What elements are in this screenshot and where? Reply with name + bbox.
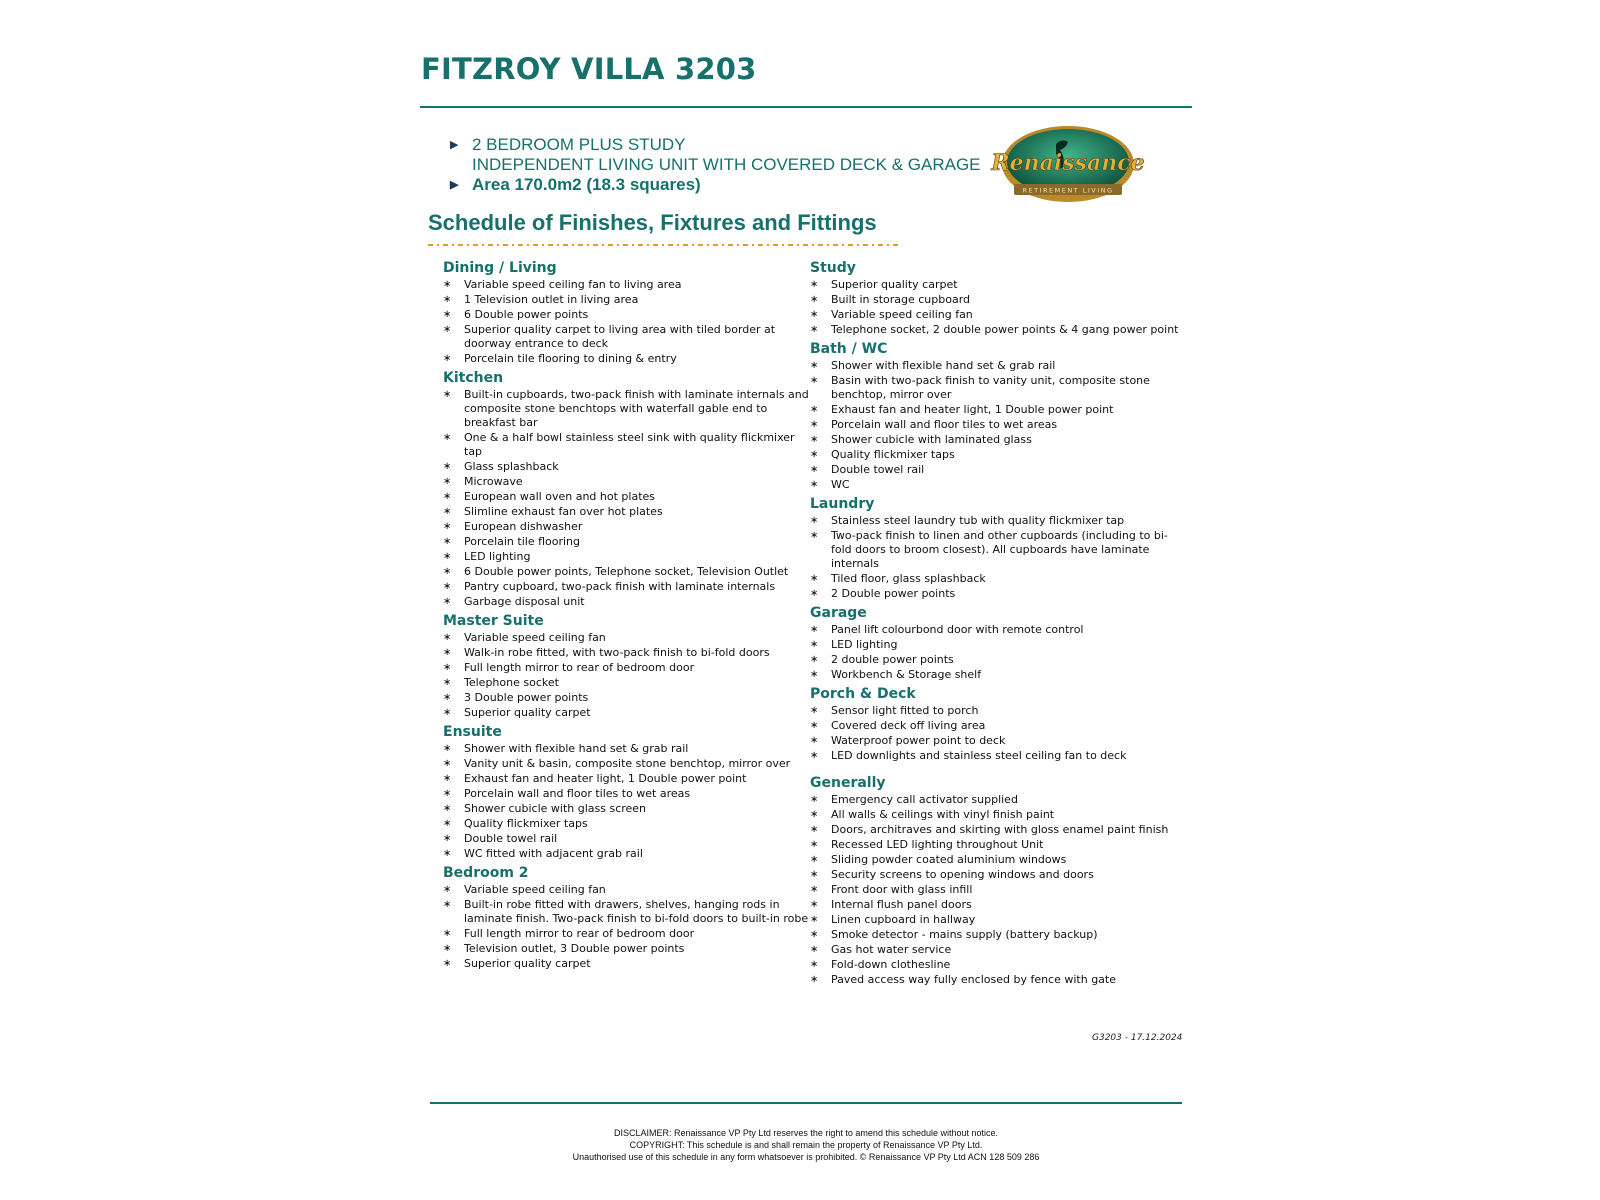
- asterisk-bullet-icon: ∗: [810, 624, 819, 635]
- list-item: [443, 520, 815, 534]
- section-generally: [810, 773, 1182, 987]
- list-item-text: Full length mirror to rear of bedroom door: [464, 927, 695, 940]
- disclaimer: [420, 1127, 1192, 1163]
- asterisk-bullet-icon: ∗: [810, 839, 819, 850]
- list-item-text: Superior quality carpet to living area with tiled border at doorway entrance to deck: [464, 323, 776, 350]
- list-item-text: 1 Television outlet in living area: [464, 293, 639, 306]
- asterisk-bullet-icon: ∗: [810, 294, 819, 305]
- item-list: [443, 388, 815, 609]
- item-list: [443, 883, 815, 971]
- section-bath-wc: [810, 339, 1182, 492]
- section-dining-living: [443, 258, 815, 366]
- section-title: Kitchen: [443, 370, 504, 386]
- item-list: [810, 704, 1182, 763]
- list-item-text: LED downlights and stainless steel ceiling fan to deck: [831, 749, 1127, 762]
- asterisk-bullet-icon: ∗: [810, 914, 819, 925]
- asterisk-bullet-icon: ∗: [443, 833, 452, 844]
- asterisk-bullet-icon: ∗: [810, 309, 819, 320]
- list-item-text: Variable speed ceiling fan to living area: [464, 278, 682, 291]
- section-title: Bath / WC: [810, 341, 888, 357]
- asterisk-bullet-icon: ∗: [810, 464, 819, 475]
- section-title: Generally: [810, 775, 886, 791]
- list-item-text: Double towel rail: [464, 832, 558, 845]
- left-column: [443, 258, 815, 973]
- list-item-text: Built in storage cupboard: [831, 293, 971, 306]
- list-item: [443, 490, 815, 504]
- list-item-text: 2 double power points: [831, 653, 954, 666]
- list-item-text: One & a half bowl stainless steel sink with quality flickmixer tap: [464, 431, 795, 458]
- asterisk-bullet-icon: ∗: [443, 899, 452, 910]
- list-item-text: Security screens to opening windows and doors: [831, 868, 1094, 881]
- list-item-text: Shower with flexible hand set & grab rail: [464, 742, 689, 755]
- section-title: Garage: [810, 605, 867, 621]
- asterisk-bullet-icon: ∗: [443, 758, 452, 769]
- asterisk-bullet-icon: ∗: [810, 279, 819, 290]
- item-list: [810, 793, 1182, 987]
- list-item-text: Pantry cupboard, two-pack finish with laminate internals: [464, 580, 776, 593]
- section-ensuite: [443, 722, 815, 861]
- asterisk-bullet-icon: ∗: [443, 647, 452, 658]
- list-item-text: Shower cubicle with laminated glass: [831, 433, 1032, 446]
- asterisk-bullet-icon: ∗: [443, 476, 452, 487]
- list-item: [443, 802, 815, 816]
- list-item: [443, 580, 815, 594]
- list-item: [443, 691, 815, 705]
- list-item: [810, 943, 1182, 957]
- asterisk-bullet-icon: ∗: [810, 884, 819, 895]
- list-item: [443, 898, 815, 926]
- asterisk-bullet-icon: ∗: [443, 353, 452, 364]
- asterisk-bullet-icon: ∗: [810, 404, 819, 415]
- list-item: [443, 308, 815, 322]
- asterisk-bullet-icon: ∗: [810, 854, 819, 865]
- asterisk-bullet-icon: ∗: [443, 551, 452, 562]
- list-item-text: Vanity unit & basin, composite stone benchtop, mirror over: [464, 757, 791, 770]
- footer-divider: [430, 1102, 1182, 1104]
- list-item-text: Slimline exhaust fan over hot plates: [464, 505, 663, 518]
- list-item-text: LED lighting: [464, 550, 531, 563]
- list-item: [810, 913, 1182, 927]
- list-item-text: Variable speed ceiling fan: [831, 308, 973, 321]
- list-item-text: 3 Double power points: [464, 691, 589, 704]
- list-item-text: Doors, architraves and skirting with gloss enamel paint finish: [831, 823, 1169, 836]
- list-item: [810, 734, 1182, 748]
- list-item-text: Telephone socket: [464, 676, 559, 689]
- list-item-text: 6 Double power points: [464, 308, 589, 321]
- list-item: [443, 352, 815, 366]
- list-item: [810, 823, 1182, 837]
- list-item: [443, 323, 815, 351]
- list-item: [810, 853, 1182, 867]
- list-item-text: Workbench & Storage shelf: [831, 668, 982, 681]
- asterisk-bullet-icon: ∗: [443, 596, 452, 607]
- list-item: [810, 898, 1182, 912]
- list-item: [810, 808, 1182, 822]
- section-bedroom-2: [443, 863, 815, 971]
- section-master-suite: [443, 611, 815, 720]
- asterisk-bullet-icon: ∗: [443, 788, 452, 799]
- asterisk-bullet-icon: ∗: [443, 632, 452, 643]
- list-item-text: Covered deck off living area: [831, 719, 986, 732]
- list-item-text: Internal flush panel doors: [831, 898, 972, 911]
- list-item: [443, 957, 815, 971]
- list-item-text: Microwave: [464, 475, 523, 488]
- asterisk-bullet-icon: ∗: [810, 639, 819, 650]
- list-item-text: Porcelain wall and floor tiles to wet areas: [464, 787, 691, 800]
- asterisk-bullet-icon: ∗: [810, 929, 819, 940]
- section-study: [810, 258, 1182, 337]
- asterisk-bullet-icon: ∗: [443, 928, 452, 939]
- list-item: [443, 832, 815, 846]
- asterisk-bullet-icon: ∗: [443, 581, 452, 592]
- list-item: [810, 359, 1182, 373]
- right-column: [810, 258, 1182, 989]
- section-title: Ensuite: [443, 724, 502, 740]
- asterisk-bullet-icon: ∗: [810, 869, 819, 880]
- list-item: [443, 388, 815, 430]
- asterisk-bullet-icon: ∗: [443, 521, 452, 532]
- list-item-text: Sliding powder coated aluminium windows: [831, 853, 1067, 866]
- triangle-bullet-icon: ▶: [450, 179, 459, 191]
- asterisk-bullet-icon: ∗: [443, 491, 452, 502]
- list-item-text: Glass splashback: [464, 460, 559, 473]
- list-item: [443, 817, 815, 831]
- list-item-text: Linen cupboard in hallway: [831, 913, 976, 926]
- list-item: [810, 587, 1182, 601]
- list-item-text: Paved access way fully enclosed by fence with gate: [831, 973, 1117, 986]
- list-item-text: All walls & ceilings with vinyl finish paint: [831, 808, 1055, 821]
- asterisk-bullet-icon: ∗: [810, 735, 819, 746]
- list-item-text: Variable speed ceiling fan: [464, 883, 606, 896]
- list-item-text: Smoke detector - mains supply (battery backup): [831, 928, 1098, 941]
- asterisk-bullet-icon: ∗: [810, 669, 819, 680]
- asterisk-bullet-icon: ∗: [810, 419, 819, 430]
- list-item-text: Shower cubicle with glass screen: [464, 802, 647, 815]
- asterisk-bullet-icon: ∗: [810, 654, 819, 665]
- asterisk-bullet-icon: ∗: [443, 943, 452, 954]
- page-title: FITZROY VILLA 3203: [421, 52, 757, 86]
- list-item-text: European wall oven and hot plates: [464, 490, 656, 503]
- schedule-title: Schedule of Finishes, Fixtures and Fittings: [428, 210, 877, 235]
- list-item: [443, 942, 815, 956]
- asterisk-bullet-icon: ∗: [810, 515, 819, 526]
- asterisk-bullet-icon: ∗: [443, 309, 452, 320]
- asterisk-bullet-icon: ∗: [443, 677, 452, 688]
- asterisk-bullet-icon: ∗: [443, 848, 452, 859]
- asterisk-bullet-icon: ∗: [443, 707, 452, 718]
- list-item: [443, 475, 815, 489]
- asterisk-bullet-icon: ∗: [443, 324, 452, 335]
- section-title: Porch & Deck: [810, 686, 916, 702]
- list-item-text: Panel lift colourbond door with remote control: [831, 623, 1084, 636]
- asterisk-bullet-icon: ∗: [810, 824, 819, 835]
- asterisk-bullet-icon: ∗: [810, 324, 819, 335]
- list-item: [810, 374, 1182, 402]
- list-item: [443, 460, 815, 474]
- list-item-text: WC: [831, 478, 850, 491]
- list-item: [810, 572, 1182, 586]
- item-list: [810, 514, 1182, 601]
- item-list: [810, 278, 1182, 337]
- list-item-text: Porcelain tile flooring: [464, 535, 580, 548]
- asterisk-bullet-icon: ∗: [443, 803, 452, 814]
- list-item: [443, 550, 815, 564]
- item-list: [810, 359, 1182, 492]
- list-item-text: Variable speed ceiling fan: [464, 631, 606, 644]
- list-item-text: Television outlet, 3 Double power points: [464, 942, 685, 955]
- asterisk-bullet-icon: ∗: [443, 566, 452, 577]
- list-item-text: Stainless steel laundry tub with quality flickmixer tap: [831, 514, 1125, 527]
- asterisk-bullet-icon: ∗: [443, 461, 452, 472]
- list-item: [443, 431, 815, 459]
- list-item: [810, 719, 1182, 733]
- list-item-text: Tiled floor, glass splashback: [831, 572, 986, 585]
- asterisk-bullet-icon: ∗: [443, 692, 452, 703]
- list-item: [443, 742, 815, 756]
- list-item-text: Superior quality carpet: [464, 706, 591, 719]
- section-laundry: [810, 494, 1182, 601]
- section-title: Laundry: [810, 496, 875, 512]
- summary-area: [450, 175, 1010, 195]
- list-item: [810, 668, 1182, 682]
- asterisk-bullet-icon: ∗: [443, 279, 452, 290]
- asterisk-bullet-icon: ∗: [443, 506, 452, 517]
- list-item-text: LED lighting: [831, 638, 898, 651]
- list-item: [443, 883, 815, 897]
- asterisk-bullet-icon: ∗: [810, 449, 819, 460]
- list-item-text: Double towel rail: [831, 463, 925, 476]
- list-item-text: Superior quality carpet: [464, 957, 591, 970]
- list-item-text: Full length mirror to rear of bedroom door: [464, 661, 695, 674]
- asterisk-bullet-icon: ∗: [810, 530, 819, 541]
- asterisk-bullet-icon: ∗: [810, 705, 819, 716]
- list-item-text: Garbage disposal unit: [464, 595, 585, 608]
- list-item-text: Basin with two-pack finish to vanity unit, composite stone benchtop, mirror over: [831, 374, 1150, 401]
- asterisk-bullet-icon: ∗: [443, 743, 452, 754]
- asterisk-bullet-icon: ∗: [810, 809, 819, 820]
- asterisk-bullet-icon: ∗: [810, 899, 819, 910]
- list-item-text: Walk-in robe fitted, with two-pack finish to bi-fold doors: [464, 646, 770, 659]
- dotted-divider: [428, 243, 902, 247]
- list-item-text: 6 Double power points, Telephone socket, Television Outlet: [464, 565, 789, 578]
- list-item-text: Quality flickmixer taps: [464, 817, 588, 830]
- asterisk-bullet-icon: ∗: [443, 958, 452, 969]
- asterisk-bullet-icon: ∗: [810, 434, 819, 445]
- copyright-line: COPYRIGHT: This schedule is and shall remain the property of Renaissance VP Pty Ltd.: [629, 1140, 983, 1150]
- asterisk-bullet-icon: ∗: [810, 750, 819, 761]
- list-item: [443, 646, 815, 660]
- list-item-text: Fold-down clothesline: [831, 958, 951, 971]
- list-item-text: Sensor light fitted to porch: [831, 704, 979, 717]
- unit-summary: [450, 135, 1010, 195]
- list-item: [443, 787, 815, 801]
- title-divider: [420, 106, 1192, 108]
- list-item-text: Front door with glass infill: [831, 883, 973, 896]
- logo-wordmark: Renaissance: [991, 150, 1145, 176]
- list-item: [810, 308, 1182, 322]
- list-item: [810, 278, 1182, 292]
- usage-line: Unauthorised use of this schedule in any form whatsoever is prohibited. © Renaissance VP Pty Ltd ACN 128 509 286: [572, 1152, 1040, 1162]
- summary-bedrooms: [450, 135, 1010, 155]
- list-item: [810, 433, 1182, 447]
- list-item: [810, 749, 1182, 763]
- list-item: [810, 958, 1182, 972]
- list-item: [443, 661, 815, 675]
- list-item: [810, 883, 1182, 897]
- list-item-text: 2 Double power points: [831, 587, 956, 600]
- section-title: Master Suite: [443, 613, 544, 629]
- asterisk-bullet-icon: ∗: [810, 959, 819, 970]
- list-item-text: Superior quality carpet: [831, 278, 958, 291]
- section-garage: [810, 603, 1182, 682]
- list-item: [810, 418, 1182, 432]
- list-item: [810, 403, 1182, 417]
- list-item: [810, 973, 1182, 987]
- list-item-text: Emergency call activator supplied: [831, 793, 1018, 806]
- reference-code: G3203 - 17.12.2024: [1092, 1033, 1183, 1043]
- asterisk-bullet-icon: ∗: [443, 294, 452, 305]
- item-list: [443, 631, 815, 720]
- list-item-text: European dishwasher: [464, 520, 583, 533]
- asterisk-bullet-icon: ∗: [810, 588, 819, 599]
- list-item: [810, 463, 1182, 477]
- list-item: [443, 757, 815, 771]
- disclaimer-line: DISCLAIMER: Renaissance VP Pty Ltd reserves the right to amend this schedule without notice.: [613, 1128, 999, 1138]
- list-item: [810, 514, 1182, 528]
- list-item: [443, 595, 815, 609]
- list-item: [810, 653, 1182, 667]
- asterisk-bullet-icon: ∗: [443, 773, 452, 784]
- list-item-text: Built-in cupboards, two-pack finish with laminate internals and composite stone benchtops with waterfall gable end to breakfast bar: [464, 388, 809, 429]
- list-item-text: Waterproof power point to deck: [831, 734, 1006, 747]
- list-item: [810, 838, 1182, 852]
- list-item: [810, 928, 1182, 942]
- list-item: [443, 676, 815, 690]
- asterisk-bullet-icon: ∗: [810, 360, 819, 371]
- asterisk-bullet-icon: ∗: [810, 573, 819, 584]
- section-title: Dining / Living: [443, 260, 557, 276]
- section-porch-deck: [810, 684, 1182, 763]
- list-item-text: Porcelain tile flooring to dining & entry: [464, 352, 677, 365]
- asterisk-bullet-icon: ∗: [810, 974, 819, 985]
- asterisk-bullet-icon: ∗: [443, 432, 452, 443]
- asterisk-bullet-icon: ∗: [810, 720, 819, 731]
- list-item: [810, 638, 1182, 652]
- list-item-text: Exhaust fan and heater light, 1 Double power point: [464, 772, 747, 785]
- summary-area-text: Area 170.0m2 (18.3 squares): [472, 175, 701, 194]
- summary-bedrooms-text: 2 BEDROOM PLUS STUDY: [472, 135, 686, 154]
- item-list: [443, 742, 815, 861]
- asterisk-bullet-icon: ∗: [443, 536, 452, 547]
- item-list: [443, 278, 815, 366]
- list-item-text: Built-in robe fitted with drawers, shelves, hanging rods in laminate finish. Two-pack finish to bi-fold doors to built-in robe: [464, 898, 809, 925]
- list-item-text: Shower with flexible hand set & grab rail: [831, 359, 1056, 372]
- list-item: [443, 505, 815, 519]
- asterisk-bullet-icon: ∗: [810, 375, 819, 386]
- summary-unit-type-text: INDEPENDENT LIVING UNIT WITH COVERED DECK & GARAGE: [472, 155, 981, 174]
- list-item: [810, 323, 1182, 337]
- list-item: [810, 448, 1182, 462]
- logo-tagline: RETIREMENT LIVING: [1022, 186, 1114, 195]
- list-item: [443, 772, 815, 786]
- list-item-text: WC fitted with adjacent grab rail: [464, 847, 643, 860]
- asterisk-bullet-icon: ∗: [443, 818, 452, 829]
- list-item-text: Exhaust fan and heater light, 1 Double power point: [831, 403, 1114, 416]
- asterisk-bullet-icon: ∗: [443, 884, 452, 895]
- asterisk-bullet-icon: ∗: [443, 662, 452, 673]
- list-item-text: Gas hot water service: [831, 943, 952, 956]
- section-kitchen: [443, 368, 815, 609]
- list-item: [810, 704, 1182, 718]
- list-item-text: Porcelain wall and floor tiles to wet areas: [831, 418, 1058, 431]
- asterisk-bullet-icon: ∗: [443, 389, 452, 400]
- list-item: [810, 868, 1182, 882]
- list-item: [810, 478, 1182, 492]
- list-item-text: Recessed LED lighting throughout Unit: [831, 838, 1044, 851]
- list-item: [443, 293, 815, 307]
- list-item-text: Telephone socket, 2 double power points & 4 gang power point: [831, 323, 1179, 336]
- item-list: [810, 623, 1182, 682]
- list-item: [443, 706, 815, 720]
- list-item: [443, 278, 815, 292]
- summary-unit-type: [450, 155, 1010, 175]
- renaissance-logo: [986, 124, 1150, 206]
- list-item: [443, 847, 815, 861]
- list-item: [443, 535, 815, 549]
- list-item: [810, 623, 1182, 637]
- list-item-text: Quality flickmixer taps: [831, 448, 955, 461]
- asterisk-bullet-icon: ∗: [810, 479, 819, 490]
- list-item: [443, 927, 815, 941]
- section-title: Bedroom 2: [443, 865, 529, 881]
- asterisk-bullet-icon: ∗: [810, 794, 819, 805]
- triangle-bullet-icon: ▶: [450, 139, 459, 151]
- section-title: Study: [810, 260, 856, 276]
- list-item: [810, 793, 1182, 807]
- list-item: [443, 565, 815, 579]
- list-item: [443, 631, 815, 645]
- list-item: [810, 293, 1182, 307]
- list-item: [810, 529, 1182, 571]
- asterisk-bullet-icon: ∗: [810, 944, 819, 955]
- list-item-text: Two-pack finish to linen and other cupboards (including to bi-fold doors to broom closest). All cupboards have laminate internals: [831, 529, 1168, 570]
